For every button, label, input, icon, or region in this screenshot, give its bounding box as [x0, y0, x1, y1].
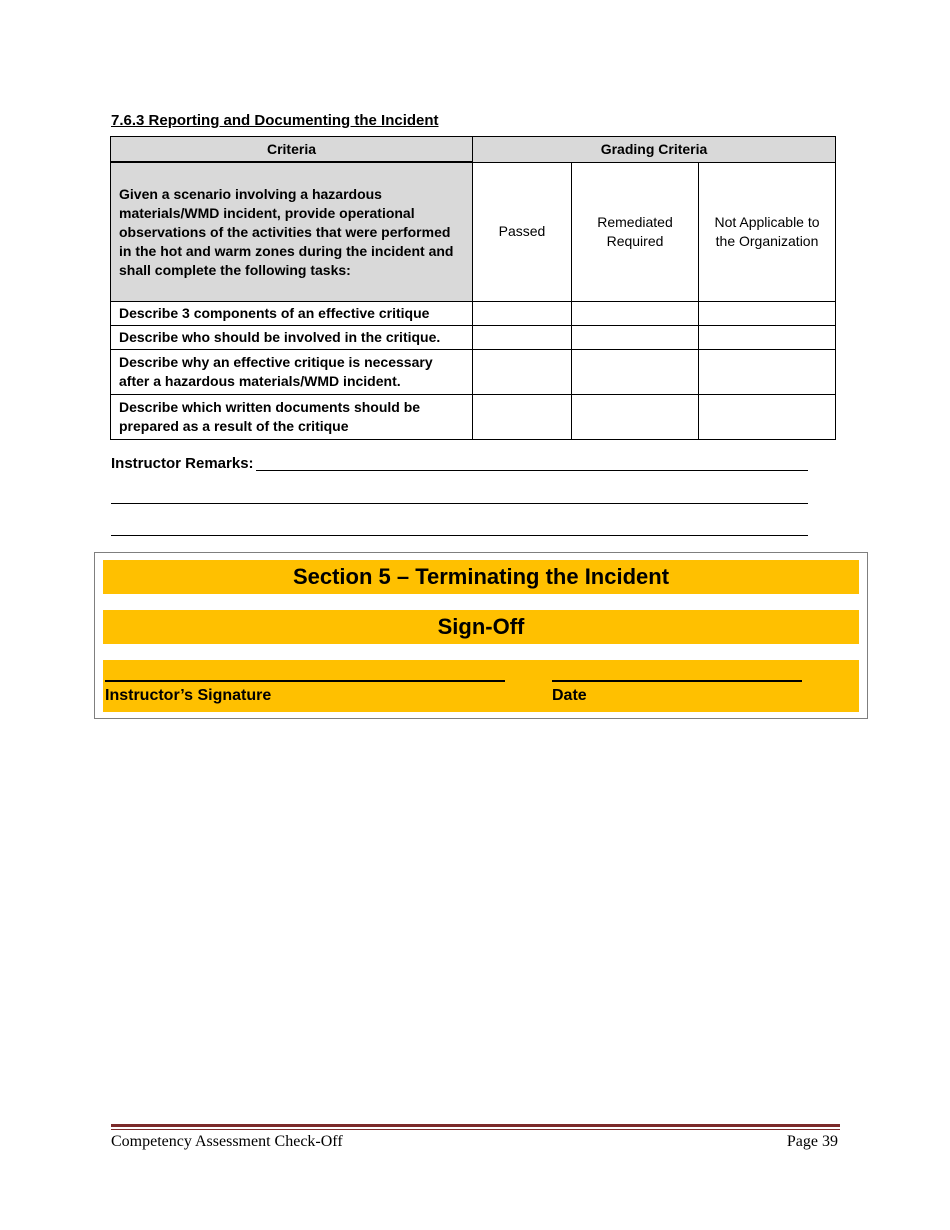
- remarks-line-2[interactable]: [111, 503, 808, 504]
- footer-document-title: Competency Assessment Check-Off: [111, 1133, 343, 1150]
- passed-cell[interactable]: [473, 326, 572, 350]
- criteria-intro: Given a scenario involving a hazardous materials/WMD incident, provide operational observations of the activities that were performed in the hot and warm zones during the incident and shall complete the following tasks:: [111, 162, 473, 302]
- page-number: Page 39: [786, 1133, 838, 1150]
- grading-criteria-header: Grading Criteria: [473, 137, 836, 163]
- not-applicable-cell[interactable]: [699, 350, 836, 395]
- signature-band: [103, 660, 859, 712]
- criteria-header: Criteria: [111, 137, 473, 163]
- remarks-line-3[interactable]: [111, 535, 808, 536]
- not-applicable-cell[interactable]: [699, 302, 836, 326]
- remediated-cell[interactable]: [572, 302, 699, 326]
- table-row: [111, 350, 836, 395]
- table-row: [111, 326, 836, 350]
- date-line[interactable]: [552, 680, 802, 682]
- grade-remediated-required: Remediated Required: [572, 162, 699, 302]
- section-heading: 7.6.3 Reporting and Documenting the Incident: [111, 112, 439, 129]
- passed-cell[interactable]: [473, 395, 572, 440]
- remarks-line-1[interactable]: [256, 470, 808, 471]
- criteria-table: [110, 136, 836, 440]
- not-applicable-cell[interactable]: [699, 326, 836, 350]
- task-text: Describe why an effective critique is necessary after a hazardous materials/WMD incident.: [111, 350, 473, 395]
- section-title: Section 5 – Terminating the Incident: [103, 560, 859, 594]
- remediated-cell[interactable]: [572, 326, 699, 350]
- passed-cell[interactable]: [473, 350, 572, 395]
- sign-off-box: [94, 552, 868, 719]
- remediated-cell[interactable]: [572, 395, 699, 440]
- instructor-signature-label: Instructor’s Signature: [105, 687, 272, 704]
- signature-line[interactable]: [105, 680, 505, 682]
- task-text: Describe who should be involved in the critique.: [111, 326, 473, 350]
- grade-passed: Passed: [473, 162, 572, 302]
- instructor-remarks-label: Instructor Remarks:: [111, 455, 254, 472]
- date-label: Date: [552, 687, 587, 704]
- footer-rule: [111, 1124, 840, 1127]
- footer-rule-thin: [111, 1129, 840, 1130]
- grade-not-applicable: Not Applicable to the Organization: [699, 162, 836, 302]
- passed-cell[interactable]: [473, 302, 572, 326]
- task-text: Describe which written documents should be prepared as a result of the critique: [111, 395, 473, 440]
- table-row: [111, 302, 836, 326]
- not-applicable-cell[interactable]: [699, 395, 836, 440]
- remediated-cell[interactable]: [572, 350, 699, 395]
- table-row: [111, 395, 836, 440]
- task-text: Describe 3 components of an effective critique: [111, 302, 473, 326]
- sign-off-title: Sign-Off: [103, 610, 859, 644]
